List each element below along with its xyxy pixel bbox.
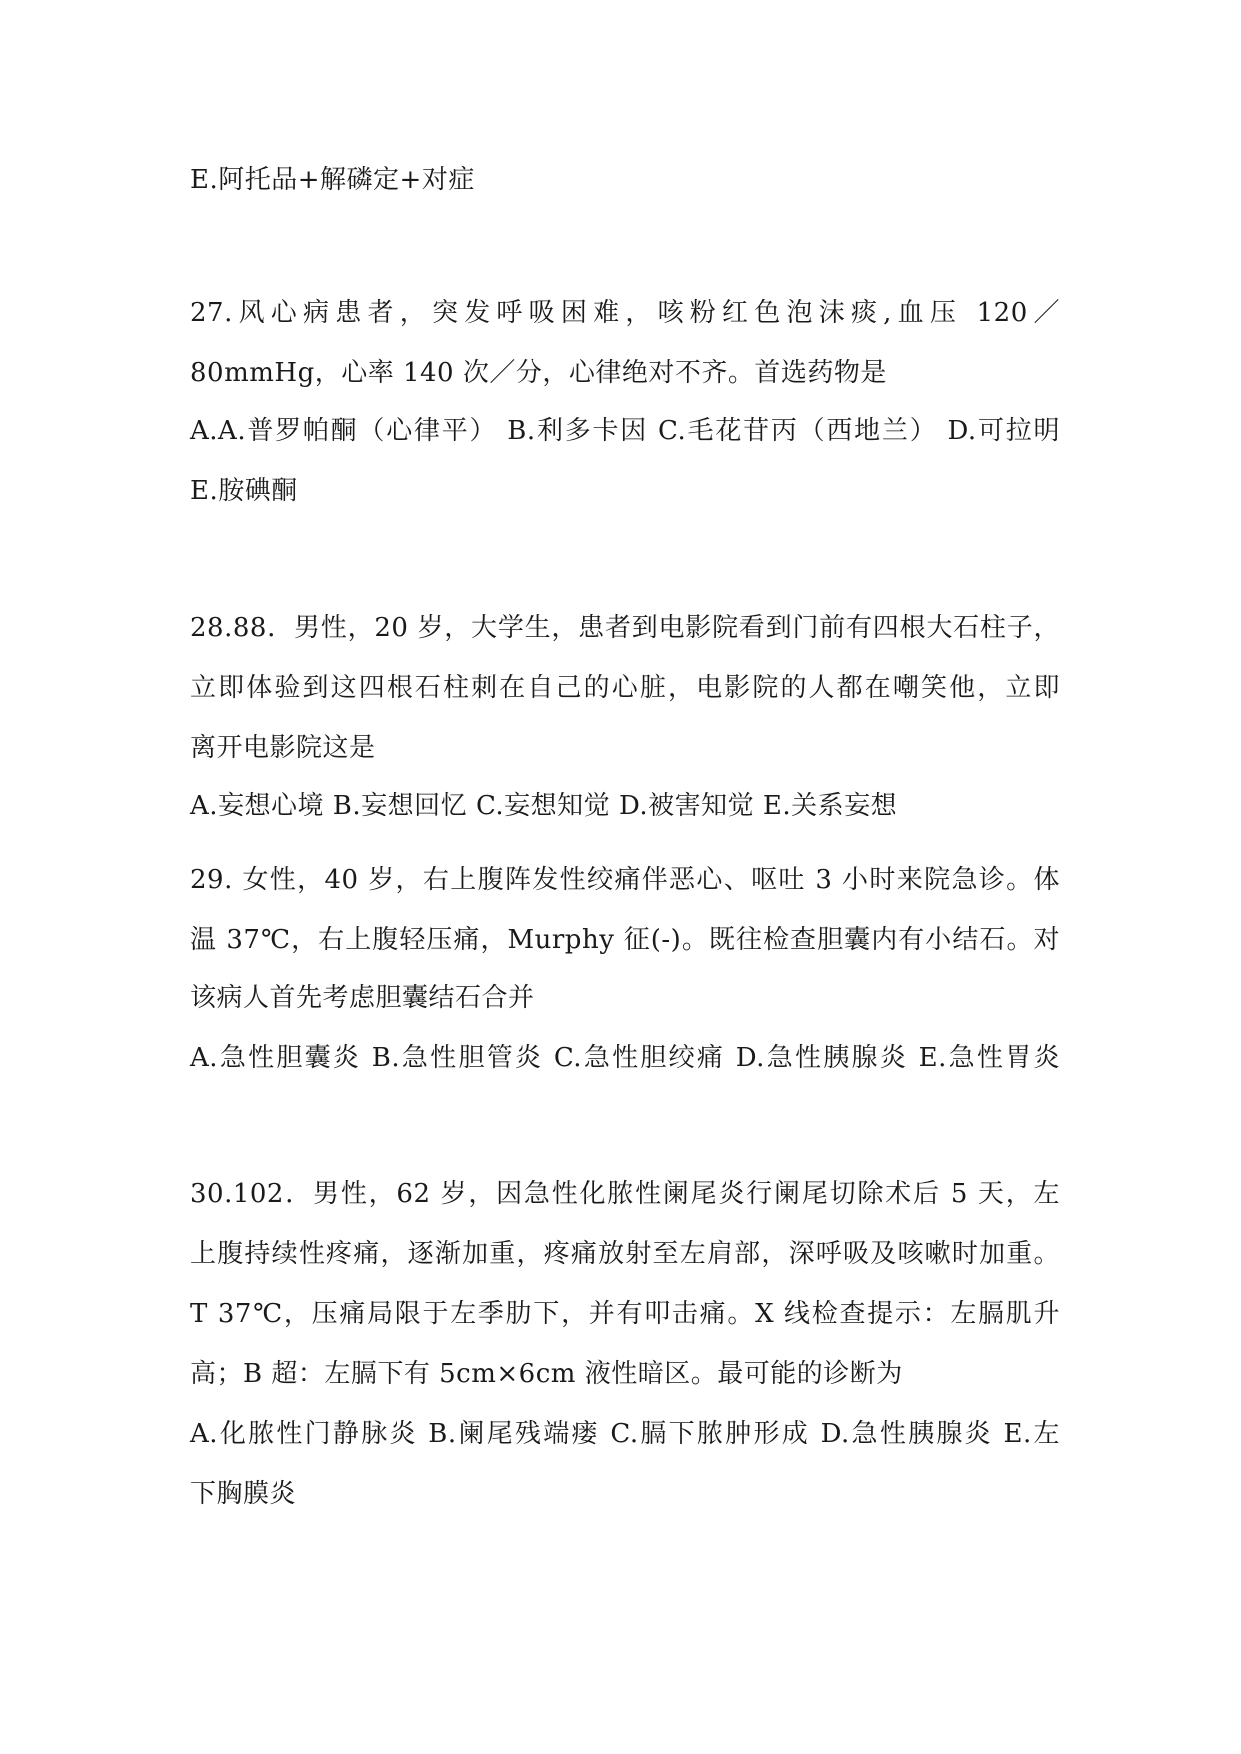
q29-stem-line-3: 该病人首先考虑胆囊结石合并 — [190, 983, 535, 1013]
q29-stem-line-1: 29. 女性，40 岁，右上腹阵发性绞痛伴恶心、呕吐 3 小时来院急诊。体 — [190, 865, 1060, 895]
q30-options-continued: 下胸膜炎 — [190, 1479, 297, 1509]
q28-stem-line-3: 离开电影院这是 — [190, 733, 376, 763]
q27-stem-line-1: 27.风心病患者，突发呼吸困难，咳粉红色泡沫痰,血压 120／ — [190, 298, 1060, 328]
q30-stem-line-1: 30.102．男性，62 岁，因急性化脓性阑尾炎行阑尾切除术后 5 天，左 — [190, 1179, 1060, 1209]
q29-options: A.急性胆囊炎 B.急性胆管炎 C.急性胆绞痛 D.急性胰腺炎 E.急性胃炎 — [190, 1043, 1060, 1073]
q30-options: A.化脓性门静脉炎 B.阑尾残端瘘 C.膈下脓肿形成 D.急性胰腺炎 E.左 — [190, 1419, 1060, 1449]
q27-options: A.A.普罗帕酮（心律平） B.利多卡因 C.毛花苷丙（西地兰） D.可拉明 — [190, 416, 1060, 446]
q30-stem-line-3: T 37℃，压痛局限于左季肋下，并有叩击痛。X 线检查提示：左膈肌升 — [190, 1299, 1060, 1329]
q30-stem-line-2: 上腹持续性疼痛，逐渐加重，疼痛放射至左肩部，深呼吸及咳嗽时加重。 — [190, 1239, 1060, 1269]
q29-stem-line-2: 温 37℃，右上腹轻压痛，Murphy 征(-)。既往检查胆囊内有小结石。对 — [190, 925, 1060, 955]
q26-option-e: E.阿托品+解磷定+对症 — [190, 165, 475, 195]
q28-stem-line-1: 28.88．男性，20 岁，大学生，患者到电影院看到门前有四根大石柱子， — [190, 613, 1060, 643]
q27-option-e: E.胺碘酮 — [190, 476, 298, 506]
q28-stem-line-2: 立即体验到这四根石柱刺在自己的心脏，电影院的人都在嘲笑他，立即 — [190, 673, 1060, 703]
q27-stem-line-2: 80mmHg，心率 140 次／分，心律绝对不齐。首选药物是 — [190, 358, 887, 388]
q28-options: A.妄想心境 B.妄想回忆 C.妄想知觉 D.被害知觉 E.关系妄想 — [190, 791, 898, 821]
q30-stem-line-4: 高；B 超：左膈下有 5cm×6cm 液性暗区。最可能的诊断为 — [190, 1359, 903, 1389]
